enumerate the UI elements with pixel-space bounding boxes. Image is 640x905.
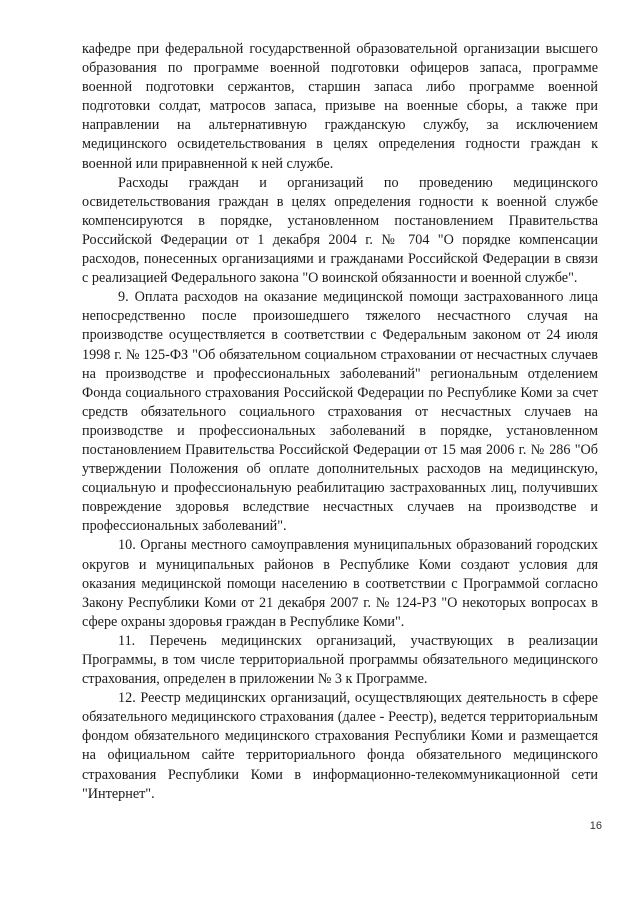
paragraph-item-12: 12. Реестр медицинских организаций, осуществляющих деятельность в сфере обязательного медицинского страхования (далее - Реестр), ведется территориальным фондом обязательного медицинского страхования Республики Коми и размещается на официальном сайте территориального фонда обязательного медицинского страхования Республики Коми в информационно-телекоммуникационной сети "Интернет". [82, 690, 598, 802]
body-text [82, 40, 598, 804]
paragraph-item-11: 11. Перечень медицинских организаций, участвующих в реализации Программы, в том числе территориальной программы обязательного медицинского страхования, определен в приложении № 3 к Программе. [82, 632, 598, 688]
page-number: 16 [589, 820, 602, 832]
paragraph-expenses: Расходы граждан и организаций по проведению медицинского освидетельствования граждан в целях определения годности к военной службе компенсируются в порядке, установленном постановлением Правительства Российской Федерации от 1 декабря 2004 г. № 704 "О порядке компенсации расходов, понесенных организациями и гражданами Российской Федерации в связи с реализацией Федерального закона "О воинской обязанности и военной службе". [82, 174, 598, 287]
paragraph-item-10: 10. Органы местного самоуправления муниципальных образований городских округов и муниципальных районов в Республике Коми создают условия для оказания медицинской помощи населению в соответствии с Программой согласно Закону Республики Коми от 21 декабря 2007 г. № 124-РЗ "О некоторых вопросах в сфере охраны здоровья граждан в Республике Коми". [82, 537, 598, 630]
paragraph-item-9: 9. Оплата расходов на оказание медицинской помощи застрахованного лица непосредственно после произошедшего тяжелого несчастного случая на производстве осуществляется в соответствии с Федеральным законом от 24 июля 1998 г. № 125-ФЗ "Об обязательном социальном страховании от несчастных случаев на производстве и профессиональных заболеваний" региональным отделением Фонда социального страхования Российской Федерации по Республике Коми за счет средств обязательного социального страхования от несчастных случаев на производстве и профессиональных заболеваний в порядке, установленном постановлением Правительства Российской Федерации от 15 мая 2006 г. № 286 "Об утверждении Положения об оплате дополнительных расходов на медицинскую, социальную и профессиональную реабилитацию застрахованных лиц, получивших повреждение здоровья вследствие несчастных случаев на производстве и профессиональных заболеваний". [82, 289, 598, 535]
paragraph-continuation: кафедре при федеральной государственной образовательной организации высшего образования по программе военной подготовки офицеров запаса, программе военной подготовки сержантов, старшин запаса либо программе военной подготовки солдат, матросов запаса, призыве на военные сборы, а также при направлении на альтернативную гражданскую службу, за исключением медицинского освидетельствования в целях определения годности граждан к военной или приравненной к ней службе. [82, 41, 598, 172]
